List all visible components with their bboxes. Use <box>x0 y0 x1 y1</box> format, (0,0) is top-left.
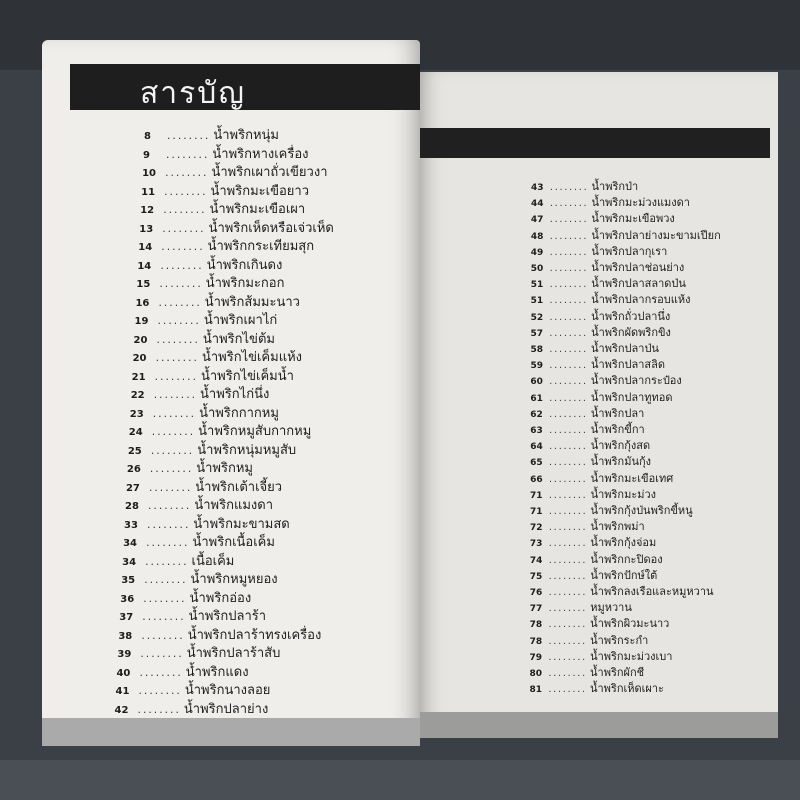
toc-page-number: 72 <box>529 523 543 534</box>
toc-recipe-name: น้ำพริกปลาย่าง <box>183 701 269 717</box>
toc-recipe-name: น้ำพริกส้มมะนาว <box>204 294 300 310</box>
toc-page-number: 80 <box>529 669 543 679</box>
toc-recipe-name: น้ำพริกปลากระป๋อง <box>590 374 682 388</box>
toc-page-number: 62 <box>530 409 543 420</box>
toc-dot-leader: ........ <box>149 446 194 457</box>
toc-recipe-name: น้ำพริกเห็ดเผาะ <box>589 682 664 696</box>
toc-recipe-name: น้ำพริกปลาทูทอด <box>590 390 673 404</box>
toc-page-number: 23 <box>129 408 144 420</box>
toc-page-number: 64 <box>530 442 543 453</box>
toc-dot-leader: ........ <box>548 507 587 516</box>
page-title: สารบัญ <box>140 76 246 111</box>
toc-dot-leader: ........ <box>155 335 199 346</box>
toc-recipe-name: น้ำพริกมันกุ้ง <box>590 455 651 469</box>
toc-dot-leader: ........ <box>548 328 588 338</box>
toc-dot-leader: ........ <box>145 539 189 549</box>
toc-page-number: 48 <box>530 231 544 242</box>
toc-page-number: 27 <box>125 482 140 494</box>
toc-page-number: 25 <box>127 445 142 457</box>
toc-recipe-name: น้ำพริกมะเขือยาว <box>210 183 310 199</box>
toc-page-number: 9 <box>143 149 151 161</box>
toc-page-number: 36 <box>120 593 135 605</box>
toc-dot-leader: ........ <box>547 636 587 646</box>
toc-recipe-name: น้ำพริกมะเขือเทศ <box>590 471 674 485</box>
toc-dot-leader: ........ <box>144 557 188 568</box>
toc-recipe-name: น้ำพริกไข่เค็มน้ำ <box>201 368 294 384</box>
toc-dot-leader: ........ <box>548 361 587 371</box>
toc-page-number: 50 <box>530 264 544 274</box>
toc-page-number: 12 <box>140 205 155 216</box>
toc-recipe-name: น้ำพริกปักษ์ใต้ <box>590 568 658 582</box>
toc-recipe-name: น้ำพริกมะเขือพวง <box>591 212 675 226</box>
toc-recipe-name: น้ำพริกมะกอก <box>205 276 285 291</box>
toc-recipe-name: น้ำพริกกุ้งจ่อม <box>590 536 657 550</box>
toc-recipe-name: น้ำพริกมะเขือเผา <box>209 202 306 217</box>
toc-recipe-name: น้ำพริกปลาร้าทรงเครื่อง <box>187 627 322 643</box>
toc-page-number: 34 <box>122 556 137 568</box>
toc-recipe-name: น้ำพริกปลาร้าสับ <box>186 646 281 661</box>
toc-dot-leader: ........ <box>548 442 587 452</box>
toc-page-number: 75 <box>529 571 543 582</box>
toc-recipe-name: น้ำพริกปลากรอบแห้ง <box>591 293 691 307</box>
toc-recipe-name: น้ำพริกไข่ต้ม <box>202 331 275 347</box>
toc-page-number: 63 <box>530 426 543 436</box>
toc-page-number: 20 <box>132 353 147 364</box>
toc-recipe-name: น้ำพริกผักชี <box>590 666 645 679</box>
toc-page-number: 10 <box>142 168 157 179</box>
toc-dot-leader: ........ <box>548 426 587 435</box>
toc-page-number: 16 <box>135 297 150 309</box>
toc-page-number: 41 <box>115 686 130 697</box>
toc-recipe-name: น้ำพริกปลาร้า <box>188 609 267 624</box>
toc-recipe-name: น้ำพริกกุ้งสด <box>590 439 651 453</box>
toc-page-number: 60 <box>530 377 543 388</box>
toc-dot-leader: ........ <box>548 474 587 484</box>
toc-recipe-name: น้ำพริกป่า <box>591 180 639 193</box>
toc-page-number: 28 <box>125 501 139 512</box>
toc-dot-leader: ........ <box>159 261 203 272</box>
toc-dot-leader: ........ <box>139 650 183 660</box>
toc-page-number: 71 <box>530 490 543 501</box>
toc-dot-leader: ........ <box>547 539 587 549</box>
right-header-bar <box>420 128 770 158</box>
toc-page-number: 26 <box>126 464 141 475</box>
toc-page-number: 44 <box>530 199 544 210</box>
toc-dot-leader: ........ <box>548 264 588 273</box>
toc-dot-leader: ........ <box>548 409 587 419</box>
toc-dot-leader: ........ <box>166 132 210 142</box>
toc-dot-leader: ........ <box>547 523 587 533</box>
toc-dot-leader: ........ <box>157 298 201 309</box>
toc-recipe-name: น้ำพริกถั่วปลานึ่ง <box>591 309 671 323</box>
toc-page-number: 39 <box>117 649 132 660</box>
toc-recipe-name: น้ำพริกอ่อง <box>189 590 252 606</box>
toc-entry <box>115 698 269 719</box>
toc-recipe-name: น้ำพริกเนื้อเค็ม <box>192 535 275 550</box>
toc-recipe-name: น้ำพริกหมูหยอง <box>190 572 278 587</box>
toc-recipe-name: น้ำพริกเผาไก่ <box>203 313 278 328</box>
toc-dot-leader: ........ <box>142 594 186 605</box>
toc-recipe-name: น้ำพริกแมงดา <box>194 498 274 513</box>
toc-dot-leader: ........ <box>547 685 586 695</box>
toc-recipe-name: น้ำพริกนางลอย <box>184 683 271 698</box>
left-bottom-bar <box>42 718 420 746</box>
toc-recipe-name: น้ำพริกมะม่วงเบา <box>590 649 673 663</box>
toc-recipe-name: น้ำพริกหนุ่ม <box>213 128 279 143</box>
toc-page-number: 65 <box>530 458 543 469</box>
toc-dot-leader: ........ <box>160 243 204 253</box>
toc-recipe-name: น้ำพริกหมู <box>196 461 253 476</box>
toc-recipe-name: น้ำพริกพม่า <box>590 520 645 534</box>
toc-page-number: 42 <box>114 704 129 716</box>
toc-dot-leader: ........ <box>547 620 587 630</box>
toc-recipe-name: น้ำพริกกระเทียมสุก <box>207 239 315 254</box>
toc-recipe-name: น้ำพริกเห็ดหรือเจ่วเห็ด <box>208 220 334 236</box>
toc-dot-leader: ........ <box>162 206 206 216</box>
toc-page-number: 59 <box>530 361 543 372</box>
toc-page-number: 71 <box>530 507 543 517</box>
toc-page-number: 79 <box>529 652 543 663</box>
toc-dot-leader: ........ <box>548 280 588 290</box>
toc-recipe-name: น้ำพริกปลาย่างมะขามเปียก <box>591 228 721 242</box>
toc-dot-leader: ........ <box>137 687 181 697</box>
toc-dot-leader: ........ <box>154 354 198 364</box>
toc-dot-leader: ........ <box>548 345 588 354</box>
toc-page-number: 37 <box>119 612 134 623</box>
toc-page-number: 8 <box>144 131 151 142</box>
toc-page-number: 21 <box>131 371 146 383</box>
toc-page-number: 34 <box>123 538 138 549</box>
toc-recipe-name: น้ำพริกผัดพริกขิง <box>591 325 671 339</box>
toc-recipe-name: น้ำพริกเต้าเจี้ยว <box>195 479 283 495</box>
toc-page-number: 11 <box>141 186 156 198</box>
toc-dot-leader: ........ <box>138 668 182 679</box>
toc-page-number: 47 <box>530 215 544 226</box>
toc-page-number: 33 <box>124 519 138 531</box>
toc-dot-leader: ........ <box>548 393 587 403</box>
toc-page-number: 78 <box>529 620 543 631</box>
toc-dot-leader: ........ <box>164 169 208 179</box>
toc-recipe-name: น้ำพริกไข่เค็มแห้ง <box>201 350 302 365</box>
toc-recipe-name: น้ำพริกลงเรือและหมูหวาน <box>590 585 714 598</box>
toc-recipe-name: เนื้อเค็ม <box>191 553 235 569</box>
background-bottom <box>0 760 800 800</box>
toc-recipe-name: น้ำพริกมะม่วงแมงดา <box>591 196 690 210</box>
toc-dot-leader: ........ <box>147 483 192 494</box>
toc-dot-leader: ........ <box>150 428 195 438</box>
toc-recipe-name: น้ำพริกปลาสลิด <box>590 358 665 372</box>
toc-page-number: 51 <box>530 296 544 307</box>
toc-recipe-name: น้ำพริกหนุ่มหมูสับ <box>197 442 297 458</box>
toc-dot-leader: ........ <box>548 231 588 241</box>
toc-recipe-name: น้ำพริกปลากุเรา <box>591 244 668 258</box>
toc-dot-leader: ........ <box>151 409 196 420</box>
toc-dot-leader: ........ <box>548 312 588 322</box>
toc-page-number: 61 <box>530 393 543 404</box>
toc-dot-leader: ........ <box>548 296 588 306</box>
toc-page-number: 14 <box>137 260 152 272</box>
toc-recipe-name: น้ำพริกไก่นึ่ง <box>200 387 270 402</box>
toc-page-number: 15 <box>136 279 151 290</box>
toc-page-number: 35 <box>121 575 136 586</box>
toc-recipe-name: น้ำพริกกะปิดอง <box>590 552 663 566</box>
toc-page-number: 74 <box>529 555 543 566</box>
toc-dot-leader: ........ <box>158 280 202 290</box>
toc-dot-leader: ........ <box>547 652 587 662</box>
toc-dot-leader: ........ <box>165 150 209 161</box>
toc-recipe-name: น้ำพริกเผาถั่วเขียวงา <box>211 165 328 180</box>
toc-page-number: 22 <box>130 390 145 401</box>
toc-dot-leader: ........ <box>152 391 197 401</box>
toc-recipe-name: น้ำพริกหมูสับกากหมู <box>198 424 312 439</box>
toc-recipe-name: น้ำพริกกุ้งป่นพริกขี้หนู <box>590 504 693 517</box>
toc-recipe-name: น้ำพริกปลา <box>590 406 645 420</box>
toc-recipe-name: น้ำพริกขี้กา <box>590 423 645 436</box>
toc-recipe-name: น้ำพริกมะขามสด <box>193 516 290 532</box>
toc-page-number: 13 <box>139 223 154 235</box>
toc-dot-leader: ........ <box>147 502 191 512</box>
toc-recipe-name: น้ำพริกแดง <box>185 664 249 680</box>
toc-recipe-name: น้ำพริกมะม่วง <box>590 487 657 501</box>
toc-dot-leader: ........ <box>548 199 588 209</box>
toc-dot-leader: ........ <box>548 215 588 225</box>
toc-dot-leader: ........ <box>163 187 207 198</box>
toc-recipe-name: น้ำพริกปลาสลาดป่น <box>591 277 686 291</box>
toc-page-number: 49 <box>530 247 544 258</box>
toc-page-number: 19 <box>134 316 149 327</box>
toc-dot-leader: ........ <box>140 631 184 642</box>
toc-dot-leader: ........ <box>547 588 587 597</box>
toc-recipe-name: น้ำพริกปลาป่น <box>591 342 659 355</box>
toc-dot-leader: ........ <box>146 520 190 531</box>
toc-recipe-name: น้ำพริกปลาช่อนย่าง <box>591 261 685 274</box>
toc-dot-leader: ........ <box>143 576 187 586</box>
toc-recipe-name: น้ำพริกหางเครื่อง <box>212 146 309 162</box>
toc-page-number: 57 <box>530 328 544 339</box>
toc-page-number: 51 <box>530 280 544 291</box>
toc-dot-leader: ........ <box>549 183 588 192</box>
toc-dot-leader: ........ <box>148 465 193 475</box>
toc-dot-leader: ........ <box>548 458 587 468</box>
toc-page-number: 38 <box>118 630 133 642</box>
toc-dot-leader: ........ <box>547 604 587 614</box>
toc-recipe-name: น้ำพริกระกำ <box>590 633 649 647</box>
toc-page-number: 66 <box>530 474 543 485</box>
toc-dot-leader: ........ <box>161 224 205 235</box>
toc-dot-leader: ........ <box>156 317 200 327</box>
toc-dot-leader: ........ <box>547 669 587 678</box>
toc-page-number: 40 <box>116 667 131 679</box>
right-bottom-bar <box>420 712 778 738</box>
toc-dot-leader: ........ <box>547 571 587 581</box>
toc-dot-leader: ........ <box>548 377 587 387</box>
toc-page-number: 14 <box>138 242 153 253</box>
toc-page-number: 24 <box>128 427 143 438</box>
toc-entry <box>529 679 664 697</box>
toc-recipe-name: น้ำพริกผิวมะนาว <box>590 617 670 631</box>
toc-page-number: 77 <box>529 604 543 615</box>
toc-page-number: 43 <box>531 183 544 193</box>
toc-recipe-name: น้ำพริกกากหมู <box>199 405 279 421</box>
toc-dot-leader: ........ <box>548 490 587 500</box>
toc-recipe-name: หมูหวาน <box>590 601 632 615</box>
toc-page-number: 20 <box>133 334 148 346</box>
toc-page-number: 76 <box>529 588 543 598</box>
toc-dot-leader: ........ <box>136 705 180 716</box>
toc-page-number: 78 <box>529 636 543 647</box>
toc-dot-leader: ........ <box>141 613 185 623</box>
toc-page-number: 52 <box>530 312 544 323</box>
toc-page-number: 81 <box>529 685 542 696</box>
toc-page-number: 58 <box>530 345 544 355</box>
toc-dot-leader: ........ <box>153 372 197 383</box>
toc-page-number: 73 <box>529 539 543 550</box>
toc-dot-leader: ........ <box>547 555 587 565</box>
toc-recipe-name: น้ำพริกเกินดง <box>206 257 283 273</box>
toc-dot-leader: ........ <box>548 247 588 257</box>
